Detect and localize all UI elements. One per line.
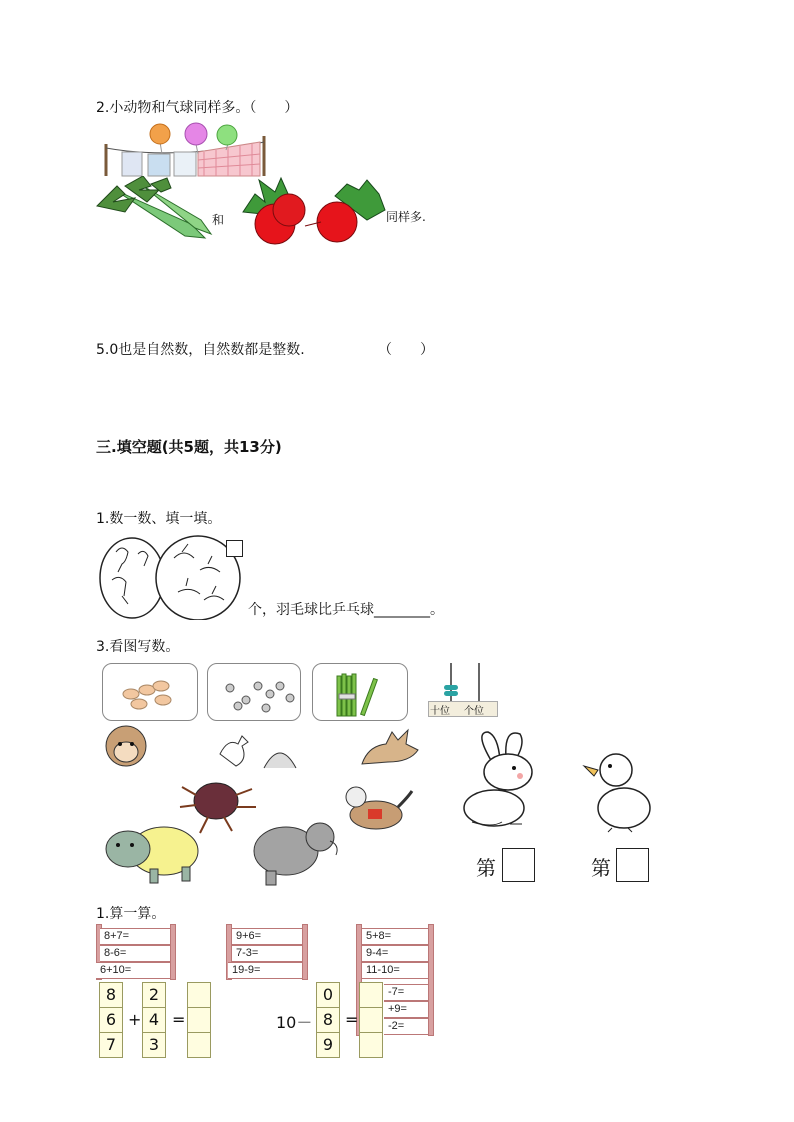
count-sentence: 个，羽毛球比乒乓球________。 [248, 602, 444, 618]
answer-cell[interactable] [187, 1032, 211, 1058]
grid-number: 9 [316, 1032, 340, 1058]
expr-cell: 6+10= [96, 962, 170, 979]
section-3-title: 三.填空题(共5题，共13分) [96, 438, 282, 456]
equals-sign: = [345, 1010, 359, 1029]
answer-paren: （ ） [378, 342, 434, 358]
expr-cell: 8+7= [100, 928, 170, 945]
bees-panel [102, 663, 198, 721]
animal-group-image [98, 775, 420, 891]
abacus-tens-label: 十位 [430, 706, 450, 717]
grid-number: 3 [142, 1032, 166, 1058]
ordinal-label-1: 第 [476, 856, 496, 880]
sticks-image [313, 664, 407, 720]
bees-image [103, 664, 197, 720]
expr-cell: 11-10= [362, 962, 428, 979]
grid-number: 4 [142, 1007, 166, 1033]
ordinal-box-2[interactable] [616, 848, 649, 882]
grid-number: 0 [316, 982, 340, 1008]
abacus-ones-label: 个位 [464, 706, 484, 717]
equals-sign: = [172, 1010, 186, 1029]
carrots-image [95, 176, 215, 246]
ordinal-box-1[interactable] [502, 848, 535, 882]
minus-head: 10－ [276, 1013, 313, 1032]
duckling-image [582, 750, 656, 834]
op-cell: +9= [384, 1001, 428, 1018]
op-cell: -2= [384, 1018, 428, 1035]
grid-number: 8 [316, 1007, 340, 1033]
animal-row-image [100, 720, 440, 770]
answer-cell[interactable] [187, 1007, 211, 1033]
expr-cell: 9+6= [232, 928, 302, 945]
screws-panel [207, 663, 301, 721]
expr-cell: 8-6= [100, 945, 170, 962]
sticks-panel [312, 663, 408, 721]
grid-number: 2 [142, 982, 166, 1008]
ladder-rail [170, 924, 176, 980]
answer-cell[interactable] [359, 982, 383, 1008]
question-5: 5.0也是自然数，自然数都是整数. [96, 342, 305, 358]
grid-number: 7 [99, 1032, 123, 1058]
abacus [428, 663, 498, 719]
answer-cell[interactable] [359, 1007, 383, 1033]
screws-image [208, 664, 300, 720]
plus-sign: + [128, 1010, 142, 1029]
rabbit-image [456, 728, 548, 832]
same-label: 同样多. [386, 210, 426, 224]
grid-number: 6 [99, 1007, 123, 1033]
answer-cell[interactable] [359, 1032, 383, 1058]
answer-cell[interactable] [187, 982, 211, 1008]
expr-cell: 19-9= [228, 962, 302, 979]
ladder-rail [302, 924, 308, 980]
and-label: 和 [212, 213, 225, 227]
ordinal-label-2: 第 [591, 856, 611, 880]
count-question-title: 1.数一数、填一填。 [96, 511, 222, 527]
look-write-title: 3.看图写数。 [96, 639, 180, 655]
radishes-image [235, 176, 390, 248]
calc-title: 1.算一算。 [96, 906, 166, 922]
expr-cell: 7-3= [232, 945, 302, 962]
ladder-rail [428, 924, 434, 1036]
expr-cell: 5+8= [362, 928, 428, 945]
animal-circles-image [98, 530, 246, 620]
expr-cell: 9-4= [362, 945, 428, 962]
balloons-laundry-image [100, 122, 270, 178]
answer-box[interactable] [226, 540, 243, 557]
question-2: 2.小动物和气球同样多。（ ） [96, 100, 299, 116]
grid-number: 8 [99, 982, 123, 1008]
op-cell: -7= [384, 984, 428, 1001]
